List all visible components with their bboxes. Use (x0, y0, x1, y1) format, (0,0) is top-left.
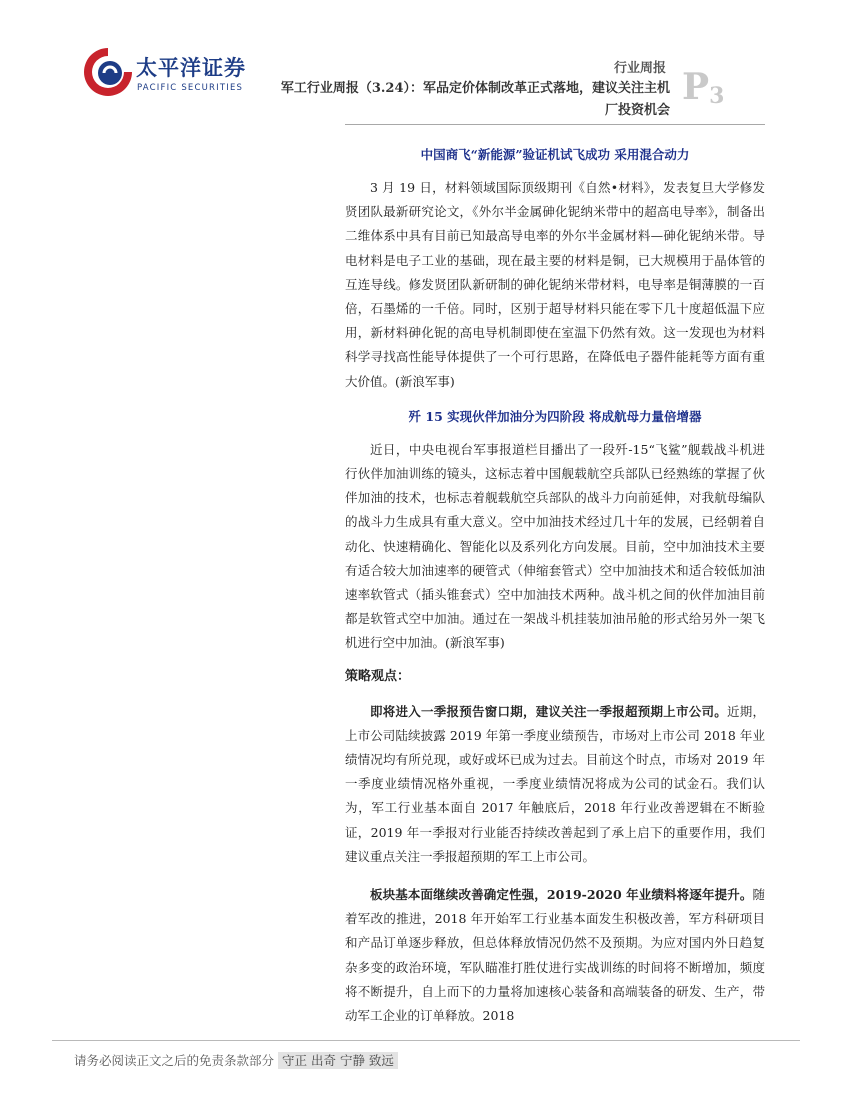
page-digit: 3 (709, 83, 725, 109)
page-letter: P (682, 66, 710, 108)
strategy-point-lead: 板块基本面继续改善确定性强，2019-2020 年业绩料将逐年提升。 (370, 887, 753, 903)
footer-motto: 守正 出奇 宁静 致远 (278, 1052, 398, 1069)
pacific-securities-logo-icon (80, 44, 136, 100)
header-divider (345, 124, 765, 125)
section-paragraph: 3 月 19 日，材料领域国际顶级期刊《自然•材料》，发表复旦大学修发贤团队最新研究论文，《外尔半金属砷化铌纳米带中的超高电导率》，制备出二维体系中具有目前已知最高导电率的外尔半金属材料—砷化铌纳米带。导电材料是电子工业的基础，现在最主要的材料是铜，已大规模用于晶体管的互连导线。修发贤团队新研制的砷化铌纳米带材料，电导率是铜薄膜的一百倍，石墨烯的一千倍。同时，区别于超导材料只能在零下几十度超低温下应用，新材料砷化铌的高电导机制即使在室温下仍然有效。这一发现也为材料科学寻找高性能导体提供了一个可行思路，在降低电子器件能耗等方面有重大价值。(新浪军事) (345, 180, 765, 389)
strategy-point-body: 近期，上市公司陆续披露 2019 年第一季度业绩预告，市场对上市公司 2018 年业绩情况均有所兑现，或好或坏已成为过去。目前这个时点，市场对 2019 年一季度业绩情况格外重视，一季度业绩情况将成为公司的试金石。我们认为，军工行业基本面自 2017 年触底后，2018 年行业改善逻辑在不断验证，2019 年一季报对行业能否持续改善起到了承上启下的重要作用，我们建议重点关注一季报超预期的军工上市公司。 (345, 703, 765, 864)
strategy-point-lead: 即将进入一季报预告窗口期，建议关注一季报超预期上市公司。 (370, 703, 727, 719)
strategy-point (345, 700, 765, 869)
page-number (682, 66, 724, 109)
strategy-point-body: 随着军改的推进，2018 年开始军工行业基本面发生积极改善，军方科研项目和产品订单逐步释放，但总体释放情况仍然不及预期。为应对国内外日趋复杂多变的政治环境，军队瞄准打胜仗进行实战训练的时间将不断增加，频度将不断提升，自上而下的力量将加速核心装备和高端装备的研发、生产，带动军工企业的订单释放。2018 (345, 887, 765, 1024)
strategy-heading: 策略观点： (345, 668, 411, 684)
section-heading: 歼 15 实现伙伴加油分为四阶段 将成航母力量倍增器 (408, 408, 702, 424)
section-paragraph: 近日，中央电视台军事报道栏目播出了一段歼-15“飞鲨”舰载战斗机进行伙伴加油训练的镜头，这标志着中国舰载航空兵部队已经熟练的掌握了伙伴加油的技术，也标志着舰载航空兵部队的战斗力向前延伸，对我航母编队的战斗力生成具有重大意义。空中加油技术经过几十年的发展，已经朝着自动化、快速精确化、智能化以及系列化方向发展。目前，空中加油技术主要有适合较大加油速率的硬管式（伸缩套管式）空中加油技术和适合较低加油速率软管式（插头锥套式）空中加油技术两种。战斗机之间的伙伴加油目前都是软管式空中加油。通过在一架战斗机挂装加油吊舱的形式给另外一架飞机进行空中加油。(新浪军事) (345, 441, 765, 651)
section-heading: 中国商飞“新能源”验证机试飞成功 采用混合动力 (420, 147, 690, 162)
logo-english-name: PACIFIC SECURITIES (137, 83, 244, 93)
footer-disclaimer: 请务必阅读正文之后的免责条款部分 (74, 1053, 275, 1068)
company-logo (80, 44, 250, 106)
main-content (345, 140, 765, 1028)
report-type-label: 行业周报 (613, 61, 666, 76)
footer (74, 1051, 398, 1069)
logo-chinese-name: 太平洋证券 (136, 56, 246, 80)
strategy-point (345, 883, 765, 1028)
footer-divider (52, 1040, 800, 1041)
report-title: 军工行业周报（3.24）：军品定价体制改革正式落地，建议关注主机厂投资机会 (280, 81, 670, 118)
